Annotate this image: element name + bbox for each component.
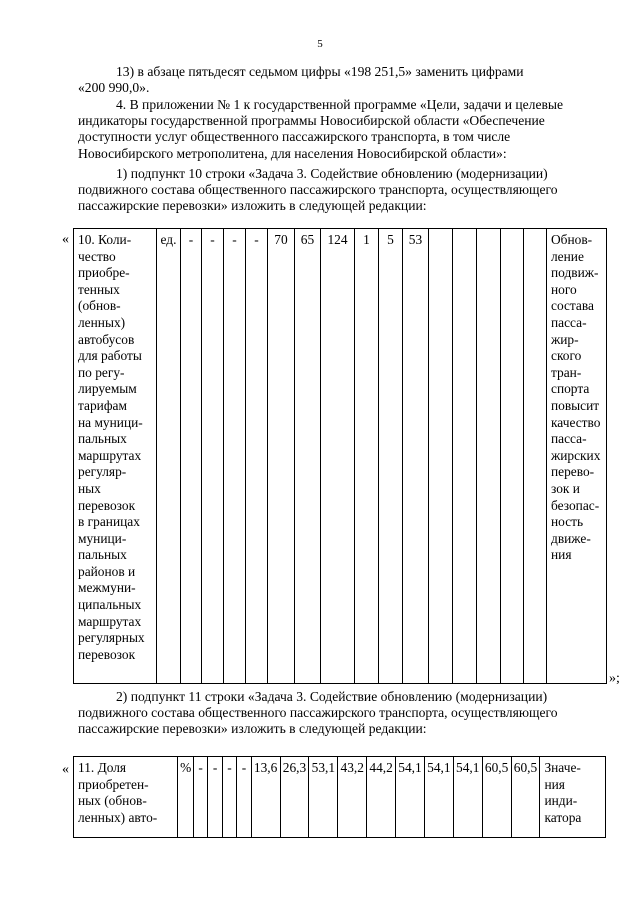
text-line: пассажирские перевозки» изложить в следующей редакции: [78, 198, 427, 214]
paragraph-subitem-1 [78, 166, 608, 215]
value-cell: - [202, 229, 224, 684]
opening-quote: « [62, 762, 69, 777]
value-cell: - [246, 229, 268, 684]
value-cell: 60,5 [482, 757, 511, 838]
value-cell: 13,6 [251, 757, 280, 838]
value-cell [477, 229, 501, 684]
text-line: 1) подпункт 10 строки «Задача 3. Содействие обновлению (модернизации) [116, 166, 548, 181]
value-cell: 1 [355, 229, 379, 684]
opening-quote: « [62, 232, 69, 247]
text-line: доступности услуг общественного пассажирского транспорта, в том числе [78, 129, 511, 145]
value-cell [524, 229, 547, 684]
value-cell: - [222, 757, 236, 838]
value-cell: 54,1 [453, 757, 482, 838]
note-cell: Обнов- ление подвиж- ного состава пасса- жир- ского тран- спорта повысит качество пасса- жирских перево- зок и безопас- ность движе- ния [547, 229, 607, 684]
text-line: подвижного состава общественного пассажирского транспорта, осуществляющего [78, 182, 558, 198]
value-cell: - [208, 757, 222, 838]
value-cell: - [181, 229, 202, 684]
value-cell: 54,1 [424, 757, 453, 838]
table-row [74, 757, 606, 838]
paragraph-item-4 [78, 97, 608, 162]
text-line: Новосибирского метрополитена, для населения Новосибирской области»: [78, 145, 507, 161]
unit-cell: % [178, 757, 194, 838]
text-line: 4. В приложении № 1 к государственной программе «Цели, задачи и целевые [116, 97, 564, 112]
value-cell: 26,3 [280, 757, 309, 838]
value-cell: 53,1 [309, 757, 338, 838]
text-line: «200 990,0». [78, 80, 150, 96]
value-cell: - [224, 229, 246, 684]
paragraph-13 [78, 64, 608, 96]
indicator-table-10 [73, 228, 607, 684]
closing-quote: »; [609, 671, 620, 686]
value-cell: 65 [295, 229, 321, 684]
value-cell: 5 [379, 229, 403, 684]
value-cell: 53 [403, 229, 429, 684]
value-cell: 60,5 [511, 757, 540, 838]
text-line: пассажирские перевозки» изложить в следующей редакции: [78, 721, 427, 737]
value-cell [429, 229, 453, 684]
unit-cell: ед. [157, 229, 181, 684]
value-cell [501, 229, 524, 684]
page-number: 5 [317, 38, 323, 50]
value-cell: - [193, 757, 207, 838]
value-cell: - [237, 757, 251, 838]
paragraph-subitem-2 [78, 689, 608, 738]
text-line: 13) в абзаце пятьдесят седьмом цифры «198 251,5» заменить цифрами [116, 64, 524, 79]
note-cell: Значе- ния инди- катора [540, 757, 606, 838]
indicator-name-cell: 10. Коли- чество приобре- тенных (обнов- ленных) автобусов для работы по регу- лируемым тарифам на муници- пальных маршрутах регуляр- ных перевозок в границах муници- пальных районов и межмуни- ципальных маршрутах регулярных перевозок [74, 229, 157, 684]
value-cell: 44,2 [367, 757, 396, 838]
text-line: индикаторы государственной программы Новосибирской области «Обеспечение [78, 113, 545, 129]
value-cell: 70 [268, 229, 295, 684]
indicator-table-11 [73, 756, 606, 838]
value-cell: 43,2 [338, 757, 367, 838]
text-line: 2) подпункт 11 строки «Задача 3. Содействие обновлению (модернизации) [116, 689, 548, 704]
text-line: подвижного состава общественного пассажирского транспорта, осуществляющего [78, 705, 558, 721]
value-cell [453, 229, 477, 684]
indicator-name-cell: 11. Доля приобретен- ных (обнов- ленных) авто- [74, 757, 178, 838]
table-row [74, 229, 607, 684]
value-cell: 54,1 [396, 757, 425, 838]
value-cell: 124 [321, 229, 355, 684]
